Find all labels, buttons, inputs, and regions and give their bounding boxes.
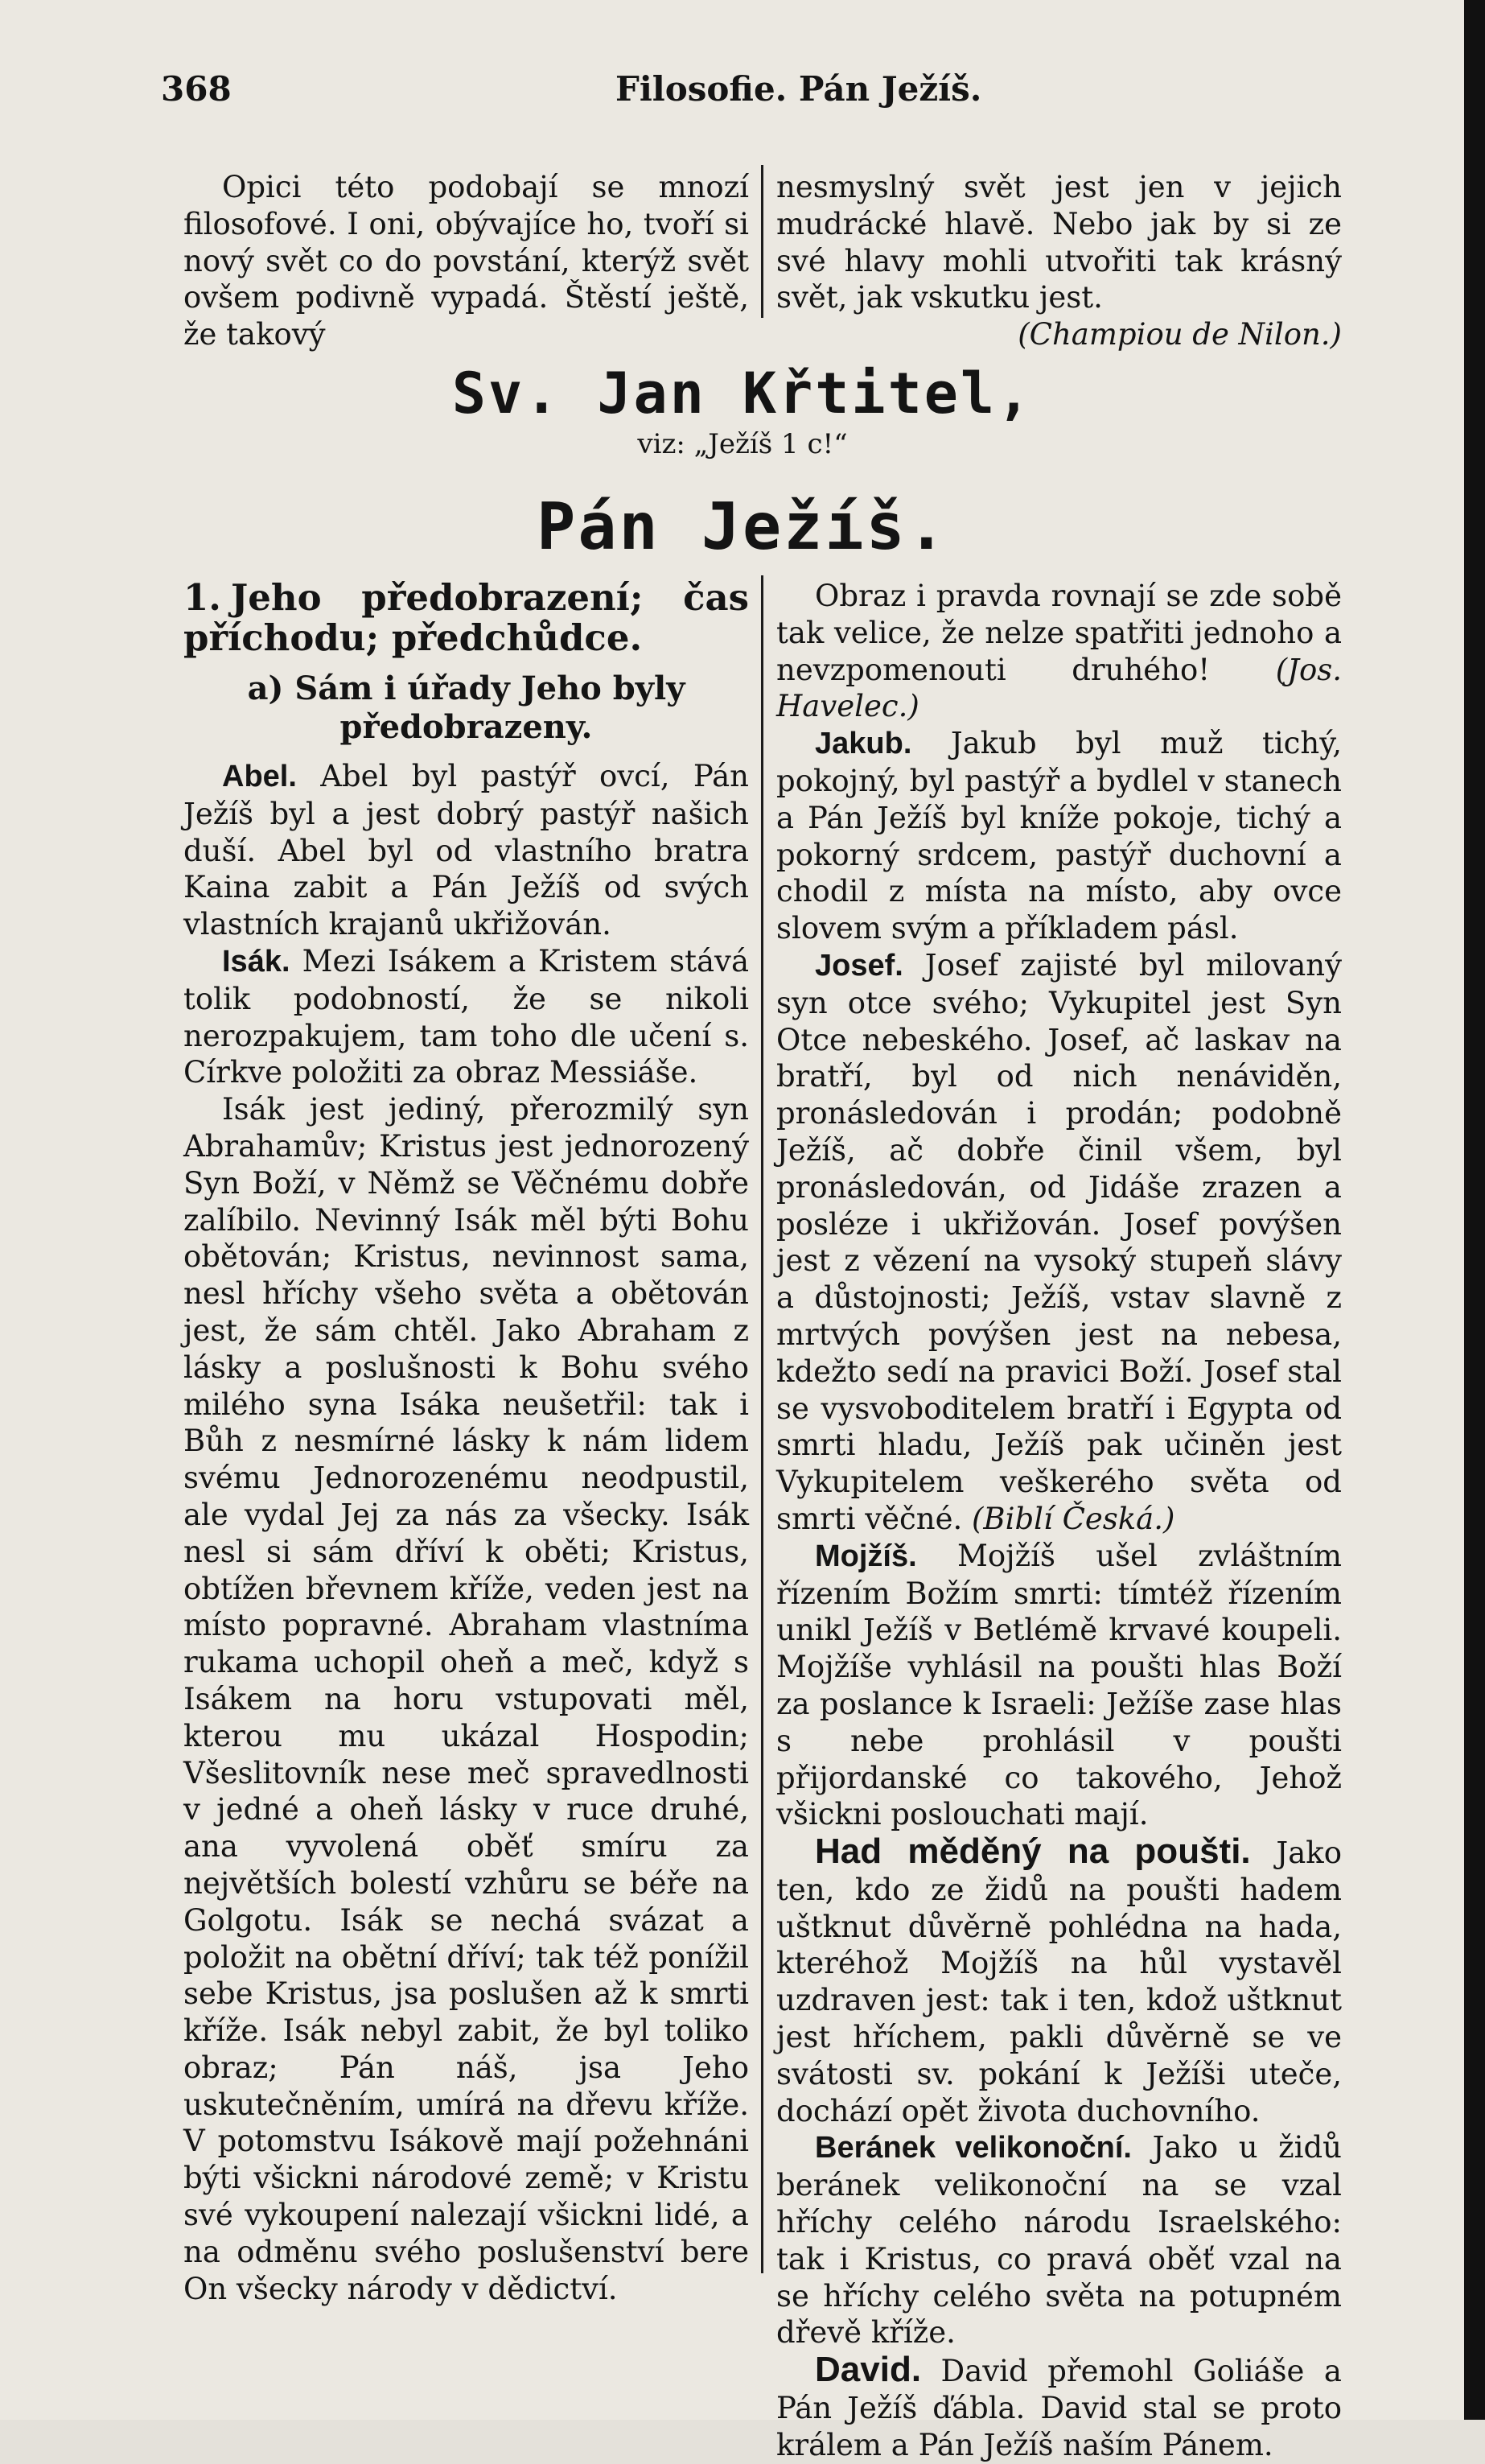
isak-keyword: Isák. <box>222 944 290 979</box>
see-also-reference: viz: „Ježíš 1 c!“ <box>637 428 848 460</box>
david-keyword: David. <box>815 2350 922 2390</box>
intro-paragraph: Obraz i pravda rovnají se zde sobě tak velice, že nelze spatřiti jednoho a nevzpomenouti druhého! (Jos. Havelec.) <box>776 579 1342 724</box>
isak-paragraph: Isák. Mezi Isákem a Kristem stává tolik podobností, že se nikoli nerozpakujem, tam toho dle učení s. Církve položiti za obraz Messiáše. <box>183 943 750 1090</box>
title-sv-jan-krtitel: Sv. Jan Křtitel, <box>451 361 1034 426</box>
jakub-paragraph: Jakub. Jakub byl muž tichý, pokojný, byl pastýř a bydlel v stanech a Pán Ježíš byl kníže pokoje, tichý a pokorný srdcem, pastýř duchovní a chodil z místa na místo, aby ovce slovem svým a příkladem pásl. <box>776 726 1342 946</box>
opici-paragraph: Opici této podobají se mnozí filosofové. I oni, obývajíce ho, tvoří si nový svět co do povstání, kterýž svět ovšem podivně vypadá. Štěstí ještě, že takový <box>183 170 749 352</box>
david-paragraph: David. David přemohl Goliáše a Pán Ježíš ďábla. David stal se proto králem a Pán Ježíš naším Pánem. <box>776 2350 1342 2462</box>
havelec-signature: (Jos. Havelec.) <box>776 652 1342 724</box>
josef-paragraph: Josef. Josef zajisté byl milovaný syn otce svého; Vykupitel jest Syn Otce nebeského. Josef, ač laskav na bratří, byl od nich nenáviděn, pronásledován i prodán; podobně Ježíš, ač dobře činil všem, byl pronásledován, od Jidáše zrazen a posléze i ukřižován. Josef povýšen jest z vězení na vysoký stupeň slávy a důstojnosti; Ježíš, vstav slavně z mrtvých povýšen jest na nebesa, kdežto sedí na pravici Boží. Josef stal se vysvoboditelem bratří i Egypta od smrti hladu, Ježíš pak učiněn jest Vykupitelem veškerého světa od smrti věčné. (Biblí Česká.) <box>776 947 1342 1536</box>
right-column <box>776 578 1342 2464</box>
champiou-signature: (Champiou de Nilon.) <box>1018 317 1342 352</box>
beranek-keyword: Beránek velikonoční. <box>815 2131 1132 2165</box>
section-heading: 1. Jeho předobrazení; čas příchodu; předchůdce. <box>183 576 749 659</box>
mojzis-keyword: Mojžíš. <box>815 1539 917 1573</box>
running-title: Filosofie. Pán Ježíš. <box>615 69 982 109</box>
had-paragraph: Had měděný na poušti. Jako ten, kdo ze židů na poušti hadem uštknut důvěrně pohlédna na hada, kteréhož Mojžíš na hůl vystavěl uzdraven jest: tak i ten, kdož uštknut jest hříchem, pakli důvěrně se ve svátosti sv. pokání k Ježíši uteče, dochází opět života duchovního. <box>776 1832 1342 2128</box>
josef-keyword: Josef. <box>815 948 903 983</box>
nesmyslny-paragraph: nesmyslný svět jest jen v jejich mudrácké hlavě. Nebo jak by si ze své hlavy mohli utvořiti tak krásný svět, jak vskutku jest. <box>776 170 1342 315</box>
top-right-column <box>776 169 1342 353</box>
section-subheading: a) Sám i úřady Jeho byly předobrazeny. <box>247 670 685 746</box>
main-column-divider <box>761 575 763 2273</box>
abel-paragraph: Abel. Abel byl pastýř ovcí, Pán Ježíš byl a jest dobrý pastýř našich duší. Abel byl od vlastního bratra Kaina zabit a Pán Ježíš od svých vlastních krajanů ukřižován. <box>183 759 749 942</box>
isak-long-paragraph: Isák jest jediný, přerozmilý syn Abrahamův; Kristus jest jednorozený Syn Boží, v Němž se Věčnému dobře zalíbilo. Nevinný Isák měl býti Bohu obětován; Kristus, nevinnost sama, nesl hříchy všeho světa a obětován jest, že sám chtěl. Jako Abraham z lásky a poslušnosti k Bohu svého milého syna Isáka neušetřil: tak i Bůh z nesmírné lásky k nám lidem svému Jednorozenému neodpustil, ale vydal Jej za nás za všecky. Isák nesl si sám dříví k oběti; Kristus, obtížen břevnem kříže, veden jest na místo popravné. Abraham vlastníma rukama uchopil oheň a meč, když s Isákem na horu vstupovati měl, kterou mu ukázal Hospodin; Všeslitovník nese meč spravedlnosti v jedné a oheň lásky v ruce druhé, ana vyvolená oběť smíru za největších bolestí vzhůru se béře na Golgotu. Isák se nechá svázat a položit na obětní dříví; tak též ponížil sebe Kristus, jsa poslušen až k smrti kříže. Isák nebyl zabit, že byl toliko obraz; Pán náš, jsa Jeho uskutečněním, umírá na dřevu kříže. V potomstvu Isákově mají požehnáni býti všickni národové země; v Kristu své vykoupení nalezají všickni lidé, a na odměnu svého poslušenství bere On všecky národy v dědictví. <box>183 1092 749 2306</box>
title-pan-jezis: Pán Ježíš. <box>537 489 948 564</box>
mojzis-paragraph: Mojžíš. Mojžíš ušel zvláštním řízením Božím smrti: tímtéž řízením unikl Ježíš v Betlémě krvavé koupeli. Mojžíše vyhlásil na poušti hlas Boží za poslance k Israeli: Ježíše zase hlas s nebe prohlásil v poušti přijordanské co takového, Jehož všickni poslouchati mají. <box>776 1538 1342 1832</box>
had-keyword: Had měděný na poušti. <box>815 1832 1251 1872</box>
jakub-keyword: Jakub. <box>815 727 912 761</box>
left-column <box>183 578 749 2307</box>
abel-keyword: Abel. <box>222 760 297 793</box>
top-left-column <box>183 169 749 353</box>
top-column-divider <box>761 165 763 318</box>
bibli-signature: (Biblí Česká.) <box>972 1501 1175 1536</box>
beranek-paragraph: Beránek velikonoční. Jako u židů beránek velikonoční na se vzal hříchy celého národu Israelského: tak i Kristus, co pravá oběť vzal na se hříchy celého světa na potupném dřevě kříže. <box>776 2130 1342 2351</box>
page-number: 368 <box>161 69 232 109</box>
